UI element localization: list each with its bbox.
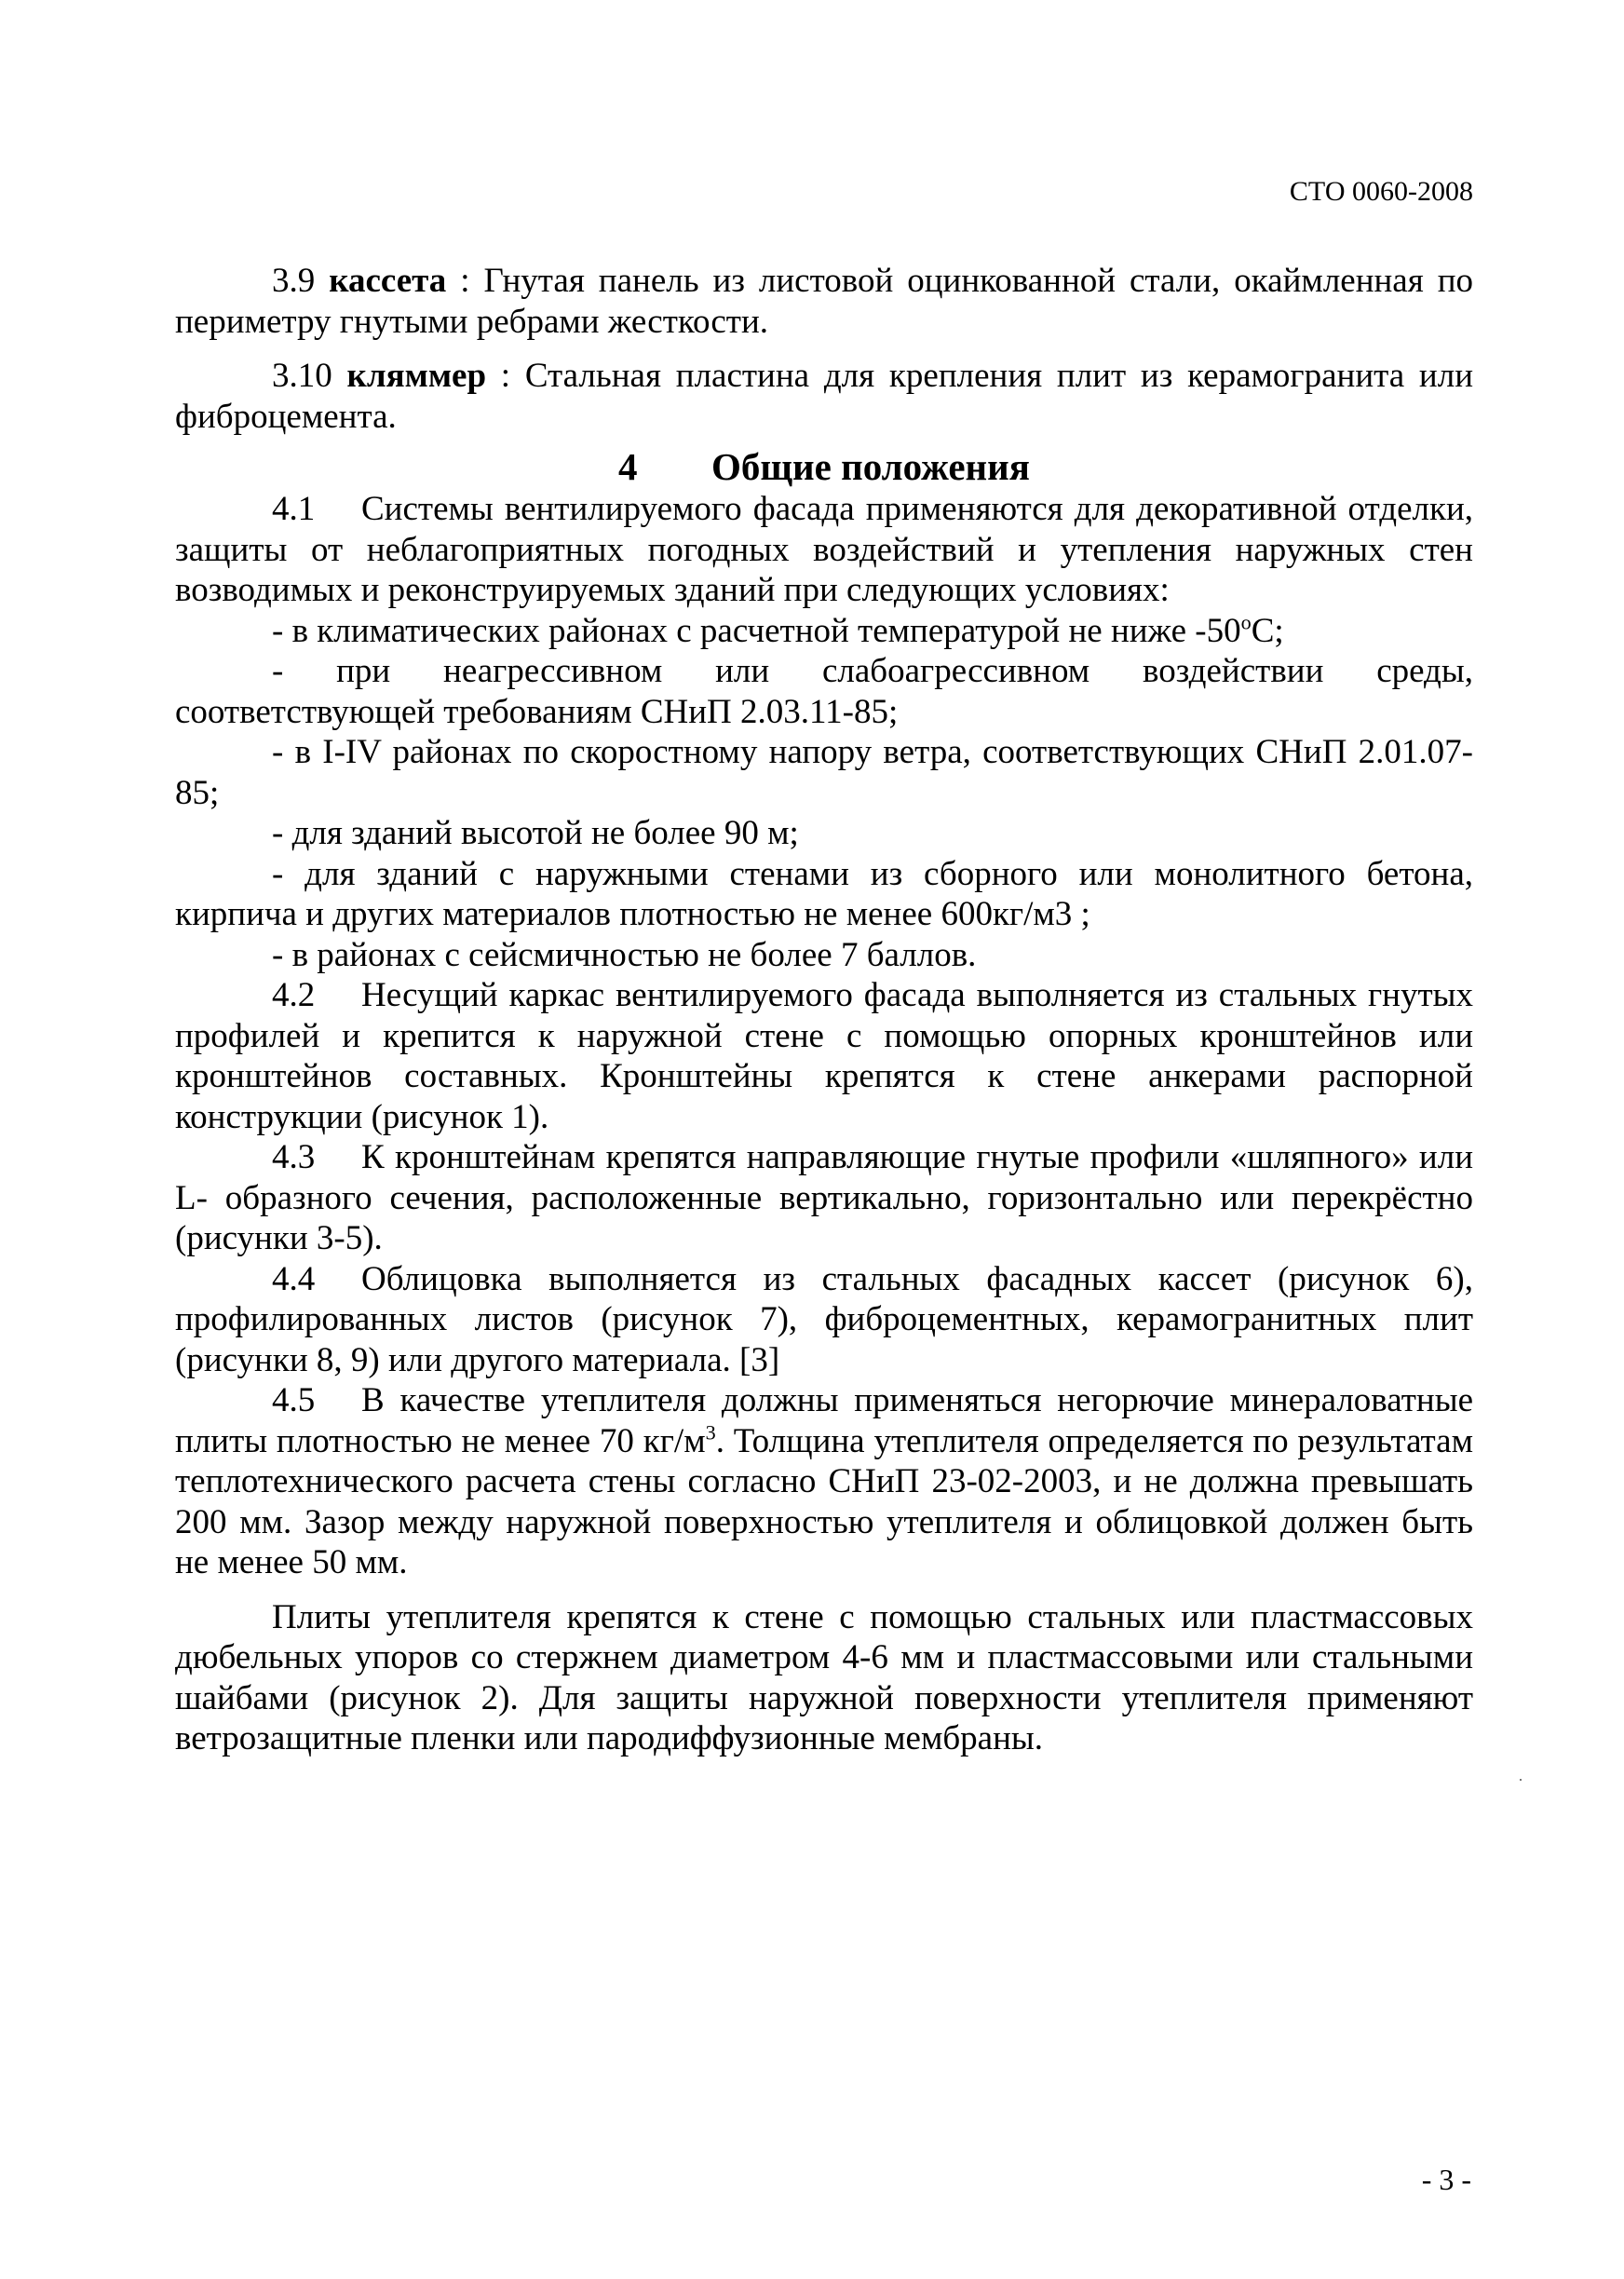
- section-number: 4: [618, 445, 638, 488]
- definition-3-9: [175, 261, 1473, 342]
- list-item-text: - для зданий с наружными стенами из сборного или монолитного бетона, кирпича и других материалов плотностью не менее 600кг/м3 ;: [175, 854, 1473, 933]
- definition-text: Гнутая панель из листовой оцинкованной стали, окаймленная по периметру гнутыми ребрами жесткости.: [175, 262, 1473, 341]
- clause-number: 4.2: [272, 976, 316, 1014]
- list-item: [175, 854, 1473, 935]
- clause-4-5-continuation: Плиты утеплителя крепятся к стене с помощью стальных или пластмассовых дюбельных упоров со стержнем диаметром 4-6 мм и пластмассовыми или стальными шайбами (рисунок 2). Для защиты наружной поверхности утеплителя применяют ветрозащитные пленки или пародиффузионные мембраны.: [175, 1597, 1473, 1757]
- clause-text: К кронштейнам крепятся направляющие гнутые профили «шляпного» или L- образного сечения, расположенные вертикально, горизонтально или перекрёстно (рисунки 3-5).: [175, 1138, 1473, 1257]
- list-item-text: - в климатических районах с расчетной температурой не ниже -50: [272, 611, 1241, 650]
- document-body: [175, 261, 1473, 1759]
- definition-term: кассета: [329, 262, 447, 300]
- list-item: [175, 651, 1473, 732]
- definition-3-10: [175, 356, 1473, 437]
- list-item-text: - в районах с сейсмичностью не более 7 баллов.: [272, 935, 977, 974]
- clause-4-4: [175, 1259, 1473, 1381]
- definition-separator: :: [446, 262, 484, 300]
- list-item-text: - в I-IV районах по скоростному напору ветра, соответствующих СНиП 2.01.07-85;: [175, 733, 1473, 812]
- list-item: [175, 813, 1473, 854]
- definition-text: Стальная пластина для крепления плит из керамогранита или фиброцемента.: [175, 357, 1474, 436]
- list-item: [175, 935, 1473, 976]
- list-item-text: - для зданий высотой не более 90 м;: [272, 814, 799, 852]
- clause-4-1: [175, 489, 1473, 611]
- scan-artifact: [1520, 1779, 1522, 1781]
- clause-text: Несущий каркас вентилируемого фасада выполняется из стальных гнутых профилей и крепится к наружной стене с помощью опорных кронштейнов или кронштейнов составных. Кронштейны крепятся к стене анкерами распорной конструкции (рисунок 1).: [175, 976, 1473, 1136]
- clause-4-2: [175, 975, 1473, 1137]
- definition-separator: :: [486, 357, 525, 395]
- clause-text: Облицовка выполняется из стальных фасадных кассет (рисунок 6), профилированных листов (рисунок 7), фиброцементных, керамогранитных плит (рисунки 8, 9) или другого материала. [3]: [175, 1259, 1473, 1379]
- clause-text: В качестве утеплителя должны применяться негорючие минераловатные плиты плотностью не менее 70 кг/м: [175, 1381, 1473, 1460]
- clause-number: 4.5: [272, 1381, 316, 1419]
- section-title: Общие положения: [711, 445, 1030, 488]
- superscript-3: 3: [705, 1420, 716, 1445]
- list-item: [175, 611, 1473, 652]
- document-code: СТО 0060-2008: [1289, 176, 1473, 207]
- list-item-text-end: С;: [1251, 611, 1284, 650]
- list-item: [175, 732, 1473, 813]
- clause-4-3: [175, 1137, 1473, 1259]
- definition-number: 3.10: [272, 357, 332, 395]
- clause-number: 4.3: [272, 1138, 316, 1176]
- definition-term: кляммер: [346, 357, 487, 395]
- page-number: - 3 -: [1421, 2163, 1471, 2196]
- clause-text: Системы вентилируемого фасада применяются для декоративной отделки, защиты от неблагоприятных погодных воздействий и утепления наружных стен возводимых и реконструируемых зданий при следующих условиях:: [175, 490, 1473, 609]
- degree-sign: о: [1240, 610, 1252, 634]
- clause-number: 4.4: [272, 1259, 316, 1298]
- definition-number: 3.9: [272, 262, 316, 300]
- clause-text-end: . Толщина утеплителя определяется по результатам теплотехнического расчета стены согласно СНиП 23-02-2003, и не должна превышать 200 мм. Зазор между наружной поверхностью утеплителя и облицовкой должен быть не менее 50 мм.: [175, 1421, 1473, 1581]
- list-item-text: - при неагрессивном или слабоагрессивном воздействии среды, соответствующей требованиям СНиП 2.03.11-85;: [175, 652, 1473, 731]
- section-heading: [175, 444, 1473, 489]
- clause-4-5: [175, 1380, 1473, 1583]
- clause-number: 4.1: [272, 490, 316, 528]
